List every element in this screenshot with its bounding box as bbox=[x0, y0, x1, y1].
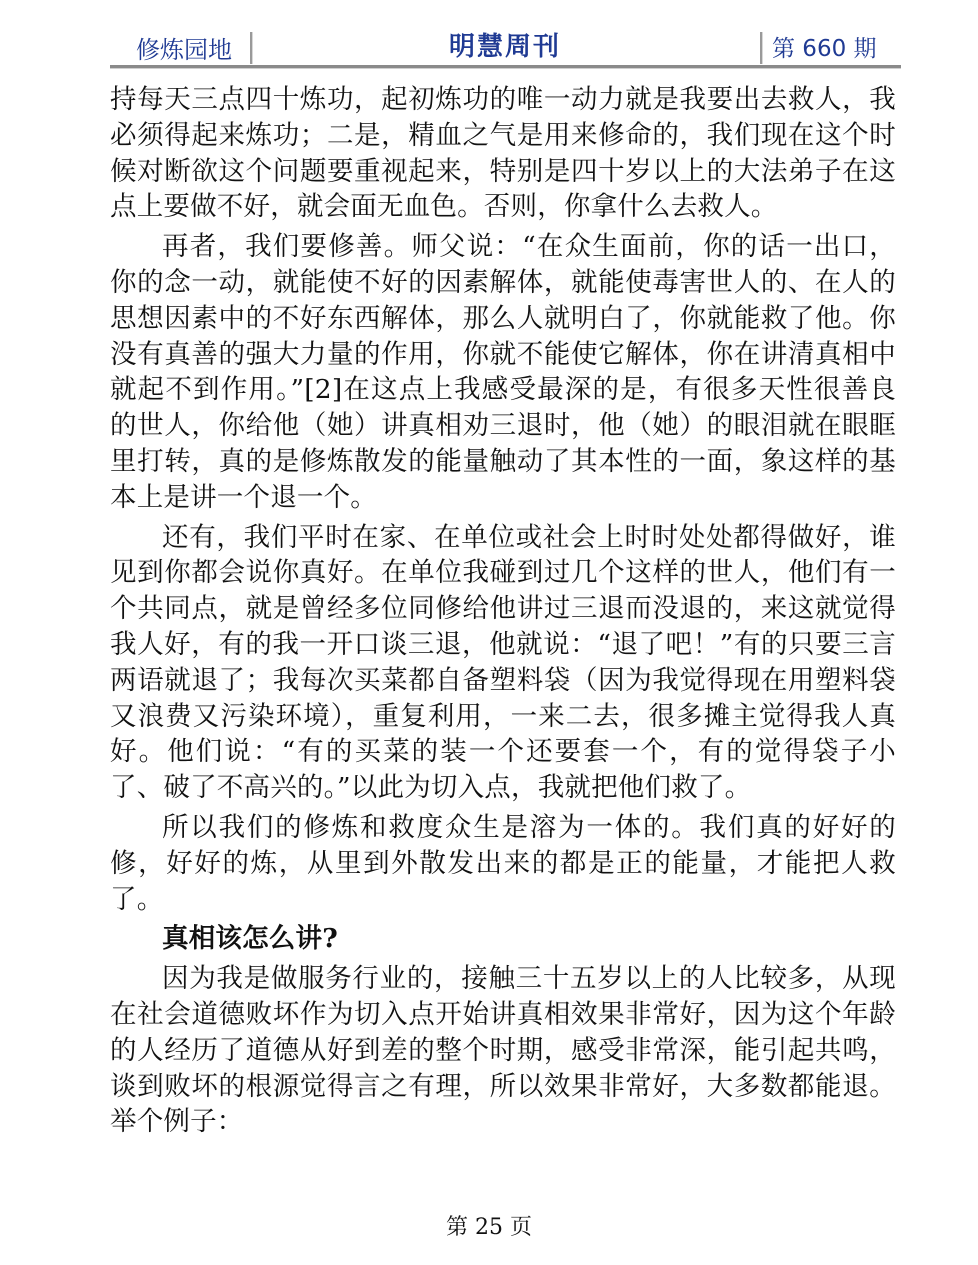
paragraph-continued: 持每天三点四十炼功，起初炼功的唯一动力就是我要出去救人，我必须得起来炼功；二是，精血之气是用来修命的，我们现在这个时候对断欲这个问题要重视起来，特别是四十岁以上的大法弟子在这点上要做不好，就会面无血色。否则，你拿什么去救人。 bbox=[110, 84, 896, 223]
paragraph: 还有，我们平时在家、在单位或社会上时时处处都得做好，谁见到你都会说你真好。在单位我碰到过几个这样的世人，他们有一个共同点，就是曾经多位同修给他讲过三退而没退的，来这就觉得我人好，有的我一开口谈三退，他就说：“退了吧！”有的只要三言两语就退了；我每次买菜都自备塑料袋（因为我觉得现在用塑料袋又浪费又污染环境），重复利用，一来二去，很多摊主觉得我人真好。他们说：“有的买菜的装一个还要套一个，有的觉得袋子小了、破了不高兴的。”以此为切入点，我就把他们救了。 bbox=[110, 521, 896, 804]
paragraph: 再者，我们要修善。师父说：“在众生面前，你的话一出口，你的念一动，就能使不好的因素解体，就能使毒害世人的、在人的思想因素中的不好东西解体，那么人就明白了，你就能救了他。你没有真善的强大力量的作用，你就不能使它解体，你在讲清真相中就起不到作用。”[2]在这点上我感受最深的是，有很多天性很善良的世人，你给他（她）讲真相劝三退时，他（她）的眼泪就在眼眶里打转，真的是修炼散发的能量触动了其本性的一面，象这样的基本上是讲一个退一个。 bbox=[110, 231, 896, 513]
article-body bbox=[110, 82, 896, 1144]
page-header bbox=[110, 22, 900, 66]
publication-title: 明慧周刊 bbox=[448, 32, 561, 62]
header-divider-right bbox=[760, 32, 763, 64]
page-number: 第 25 页 bbox=[446, 1215, 532, 1240]
paragraph: 所以我们的修炼和救度众生是溶为一体的。我们真的好好的修，好好的炼，从里到外散发出来的都是正的能量，才能把人救了。 bbox=[110, 811, 896, 915]
section-title: 修炼园地 bbox=[136, 36, 232, 64]
paragraph: 因为我是做服务行业的，接触三十五岁以上的人比较多，从现在社会道德败坏作为切入点开始讲真相效果非常好，因为这个年龄的人经历了道德从好到差的整个时期，感受非常深，能引起共鸣，谈到败坏的根源觉得言之有理，所以效果非常好，大多数都能退。举个例子： bbox=[110, 963, 896, 1138]
section-heading: 真相该怎么讲? bbox=[162, 923, 338, 955]
issue-number: 第 660 期 bbox=[772, 36, 877, 62]
header-rule bbox=[110, 65, 901, 69]
